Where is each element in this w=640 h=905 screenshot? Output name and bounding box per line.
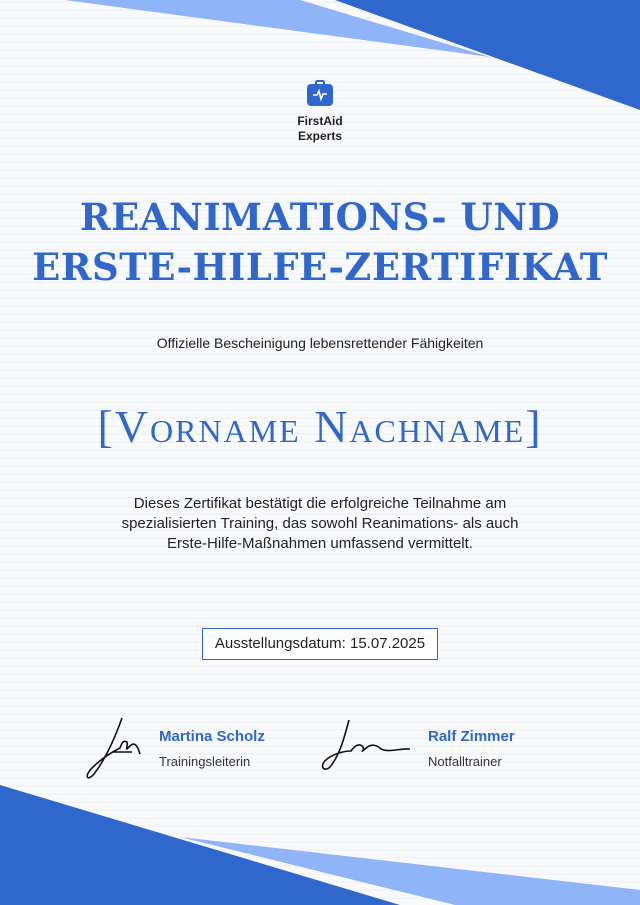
signature-ralf xyxy=(315,715,415,775)
signatory-name: Ralf Zimmer xyxy=(428,728,515,745)
first-aid-bag-icon xyxy=(307,80,333,106)
description-line3: Erste-Hilfe-Maßnahmen umfassend vermittelt. xyxy=(167,535,473,552)
signatory-name: Martina Scholz xyxy=(159,728,265,745)
subtitle: Offizielle Bescheinigung lebensrettender Fähigkeiten xyxy=(156,335,484,351)
bottom-dark-triangle xyxy=(0,785,400,905)
recipient-name: [Vorname Nachname] xyxy=(97,401,543,452)
brand-name xyxy=(0,114,640,144)
certificate-title xyxy=(0,192,640,292)
title-line2: ERSTE-HILFE-ZERTIFIKAT xyxy=(32,245,608,289)
signatory-role: Trainingsleiterin xyxy=(159,754,251,769)
issue-date-box: Ausstellungsdatum: 15.07.2025 xyxy=(202,628,438,660)
title-line1: REANIMATIONS- UND xyxy=(79,195,561,239)
top-dark-triangle xyxy=(335,0,640,110)
description-line2: spezialisierten Training, das sowohl Reanimations- als auch xyxy=(121,515,519,532)
signatory-2 xyxy=(428,728,515,769)
description xyxy=(0,494,640,554)
description-line1: Dieses Zertifikat bestätigt die erfolgreiche Teilnahme am xyxy=(133,495,507,512)
brand-line1: FirstAid xyxy=(297,114,343,128)
brand-line2: Experts xyxy=(297,129,343,143)
signatory-1 xyxy=(159,728,265,769)
signatory-role: Notfalltrainer xyxy=(428,754,502,769)
signature-martina xyxy=(82,712,157,782)
